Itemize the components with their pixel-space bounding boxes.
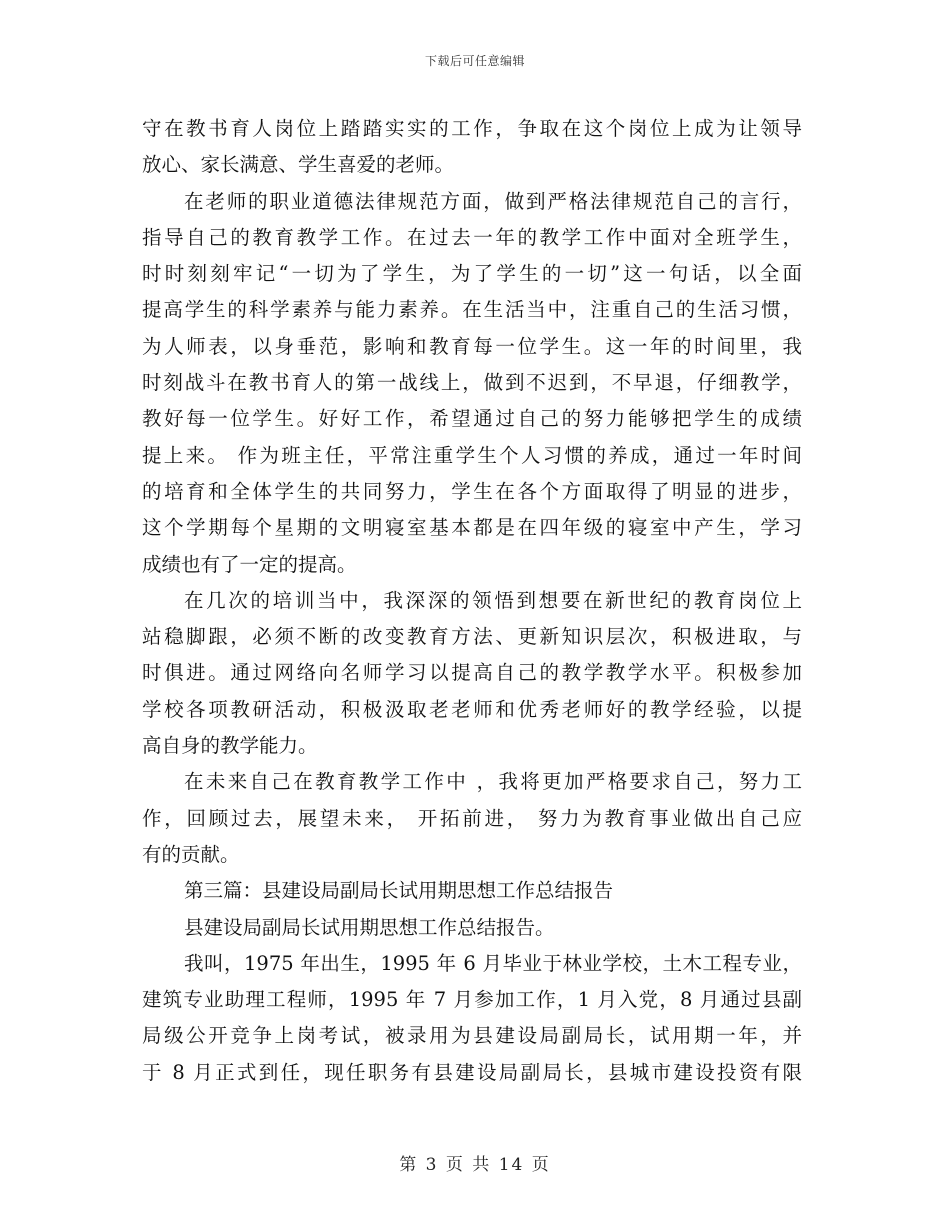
text-line: 为人师表，以身垂范，影响和教育每一位学生。这一年的时间里，我 <box>142 334 802 358</box>
text-line: 放心、家长满意、学生喜爱的老师。 <box>142 153 455 177</box>
text-line: 提高学生的科学素养与能力素养。在生活当中，注重自己的生活习惯， <box>142 298 802 322</box>
section-heading: 第三篇：县建设局副局长试用期思想工作总结报告 <box>184 879 614 903</box>
text-line: 在未来自己在教育教学工作中 ，我将更加严格要求自己，努力工 <box>184 770 802 794</box>
text-line: 我叫，1975 年出生，1995 年 6 月毕业于林业学校，土木工程专业， <box>184 951 802 975</box>
text-line: 作，回顾过去，展望未来， 开拓前进， 努力为教育事业做出自己应 <box>142 806 802 830</box>
text-line: 指导自己的教育教学工作。在过去一年的教学工作中面对全班学生， <box>142 225 802 249</box>
text-line: 时俱进。通过网络向名师学习以提高自己的教学教学水平。积极参加 <box>142 661 802 685</box>
text-line: 局级公开竞争上岗考试，被录用为县建设局副局长，试用期一年，并 <box>142 1024 802 1048</box>
text-line: 守在教书育人岗位上踏踏实实的工作，争取在这个岗位上成为让领导 <box>142 117 802 140</box>
text-line: 时时刻刻牢记“一切为了学生，为了学生的一切”这一句话，以全面 <box>142 262 802 286</box>
text-line: 在几次的培训当中，我深深的领悟到想要在新世纪的教育岗位上 <box>184 588 802 612</box>
text-line: 有的贡献。 <box>142 842 240 866</box>
text-line: 时刻战斗在教书育人的第一战线上，做到不迟到，不早退，仔细教学， <box>142 371 802 395</box>
page-header: 下载后可任意编辑 <box>424 54 525 68</box>
text-line: 于 8 月正式到任，现任职务有县建设局副局长，县城市建设投资有限 <box>142 1060 802 1084</box>
text-line: 成绩也有了一定的提高。 <box>142 552 357 576</box>
text-line: 的培育和全体学生的共同努力，学生在各个方面取得了明显的进步， <box>142 479 802 503</box>
text-line: 这个学期每个星期的文明寝室基本都是在四年级的寝室中产生，学习 <box>142 516 802 540</box>
page-number: 第 3 页 共 14 页 <box>399 1155 551 1175</box>
text-line: 教好每一位学生。好好工作，希望通过自己的努力能够把学生的成绩 <box>142 407 802 431</box>
text-line: 县建设局副局长试用期思想工作总结报告。 <box>184 915 555 939</box>
text-line: 站稳脚跟，必须不断的改变教育方法、更新知识层次，积极进取，与 <box>142 625 802 649</box>
text-line: 提上来。 作为班主任，平常注重学生个人习惯的养成，通过一年时间 <box>142 443 802 467</box>
text-line: 高自身的教学能力。 <box>142 734 318 758</box>
text-line: 在老师的职业道德法律规范方面，做到严格法律规范自己的言行， <box>184 189 802 213</box>
text-line: 建筑专业助理工程师，1995 年 7 月参加工作，1 月入党，8 月通过县副 <box>142 988 802 1012</box>
text-line: 学校各项教研活动，积极汲取老老师和优秀老师好的教学经验，以提 <box>142 697 802 721</box>
document-body <box>142 111 802 1091</box>
